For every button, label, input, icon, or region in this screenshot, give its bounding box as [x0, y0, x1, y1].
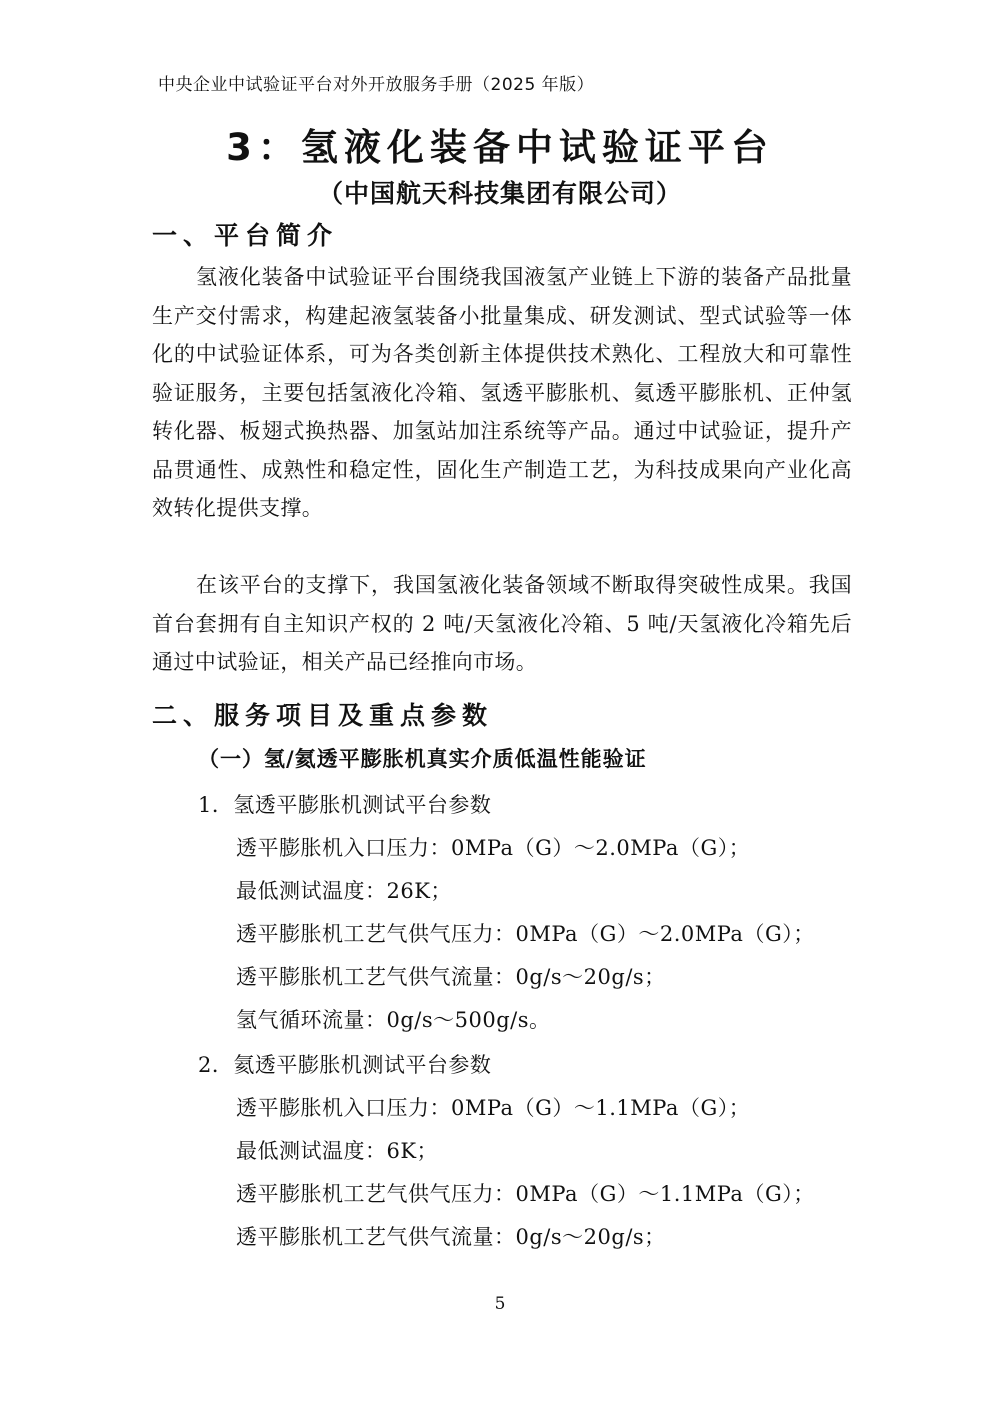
intro-paragraph-1: 氢液化装备中试验证平台围绕我国液氢产业链上下游的装备产品批量生产交付需求，构建起液氢装备小批量集成、研发测试、型式试验等一体化的中试验证体系，可为各类创新主体提供技术熟化、工程放大和可靠性验证服务，主要包括氢液化冷箱、氢透平膨胀机、氦透平膨胀机、正仲氢转化器、板翅式换热器、加氢站加注系统等产品。通过中试验证，提升产品贯通性、成熟性和稳定性，固化生产制造工艺，为科技成果向产业化高效转化提供支撑。 — [152, 265, 852, 520]
param-line: 最低测试温度：26K； — [236, 879, 452, 903]
param-line: 氢气循环流量：0g/s～500g/s。 — [236, 1008, 551, 1032]
page-subtitle: （中国航天科技集团有限公司） — [317, 179, 682, 208]
page-number: 5 — [494, 1294, 506, 1314]
service-subheading: （一）氢/氦透平膨胀机真实介质低温性能验证 — [198, 747, 647, 771]
param-line: 透平膨胀机入口压力：0MPa（G）～1.1MPa（G）； — [236, 1096, 751, 1120]
running-header: 中央企业中试验证平台对外开放服务手册（2025 年版） — [158, 75, 595, 95]
param-line: 透平膨胀机工艺气供气压力：0MPa（G）～1.1MPa（G）； — [236, 1182, 815, 1206]
item-title-helium-expander: 2．氦透平膨胀机测试平台参数 — [198, 1053, 492, 1077]
intro-paragraph-2: 在该平台的支撑下，我国氢液化装备领域不断取得突破性成果。我国首台套拥有自主知识产权的 2 吨/天氢液化冷箱、5 吨/天氢液化冷箱先后通过中试验证，相关产品已经推向市场。 — [152, 573, 852, 674]
param-line: 最低测试温度：6K； — [236, 1139, 439, 1163]
item-title-hydrogen-expander: 1．氢透平膨胀机测试平台参数 — [198, 793, 492, 817]
param-line: 透平膨胀机工艺气供气流量：0g/s～20g/s； — [236, 965, 666, 989]
section-heading-services: 二、服务项目及重点参数 — [152, 701, 494, 730]
page-title: 3：氢液化装备中试验证平台 — [226, 126, 774, 169]
param-line: 透平膨胀机入口压力：0MPa（G）～2.0MPa（G）； — [236, 836, 751, 860]
param-line: 透平膨胀机工艺气供气压力：0MPa（G）～2.0MPa（G）； — [236, 922, 815, 946]
section-heading-intro: 一、平台简介 — [152, 221, 339, 250]
param-line: 透平膨胀机工艺气供气流量：0g/s～20g/s； — [236, 1225, 666, 1249]
